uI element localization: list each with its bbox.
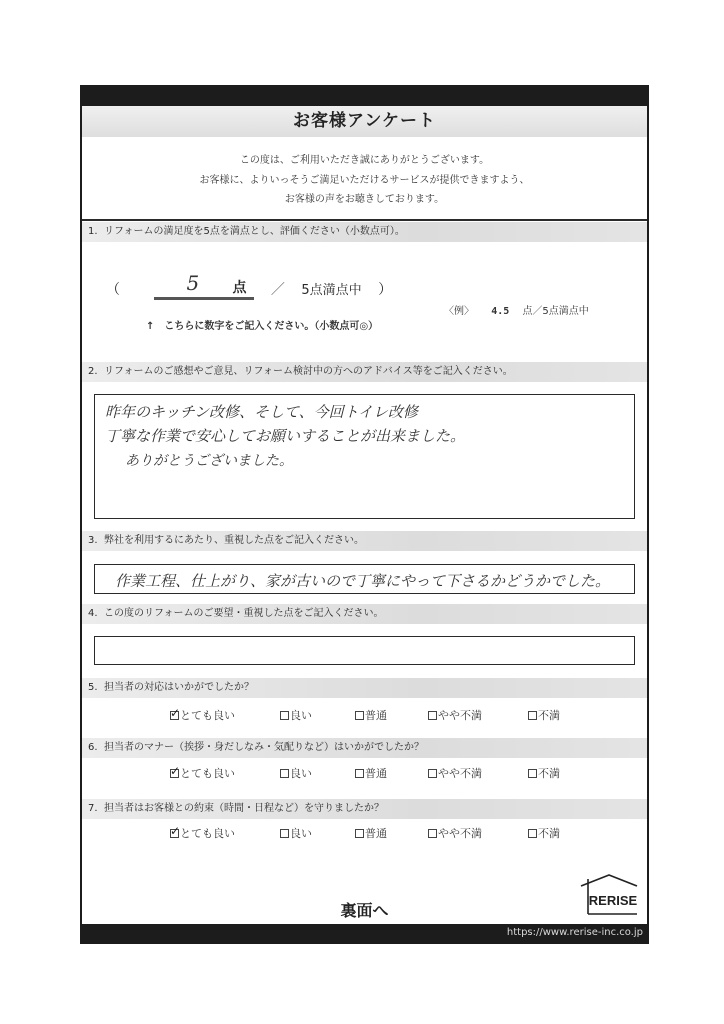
back-page-label: 裏面へ xyxy=(340,901,389,920)
q6-option-good[interactable]: 良い xyxy=(280,765,312,781)
question-2-header: 2. リフォームのご感想やご意見、リフォーム検討中の方へのアドバイス等をご記入ください。 xyxy=(82,362,647,382)
q6-option-very-good[interactable]: ✓とても良い xyxy=(170,765,235,781)
question-3-answer: 作業工程、仕上がり、家が古いので丁寧にやって下さるかどうかでした。 xyxy=(115,572,611,590)
score-input[interactable] xyxy=(154,271,254,300)
checkbox-icon[interactable] xyxy=(428,769,437,778)
answer-line-2: 丁寧な作業で安心してお願いすることが出来ました。 xyxy=(105,427,466,445)
score-note: ↑ こちらに数字をご記入ください。（小数点可◎） xyxy=(146,321,379,332)
question-4-label: この度のリフォームのご要望・重視した点をご記入ください。 xyxy=(104,608,384,619)
checkbox-icon[interactable] xyxy=(528,829,537,838)
q5-option-somewhat-dissatisfied[interactable]: やや不満 xyxy=(428,707,482,723)
score-row: （ 5 点 ／ 5点満点中 ） xyxy=(106,271,393,298)
question-1-label: リフォームの満足度を5点を満点とし、評価ください（小数点可）。 xyxy=(104,226,405,237)
rerise-logo xyxy=(579,873,639,915)
checkbox-checked-icon[interactable] xyxy=(170,829,179,838)
checkbox-icon[interactable] xyxy=(428,829,437,838)
q7-option-very-good[interactable]: ✓とても良い xyxy=(170,825,235,841)
score-example: 〈例〉 4.5 点／5点満点中 xyxy=(444,306,589,317)
checkbox-icon[interactable] xyxy=(355,769,364,778)
q7-option-good[interactable]: 良い xyxy=(280,825,312,841)
top-bar xyxy=(82,85,647,106)
q5-option-average[interactable]: 普通 xyxy=(355,707,387,723)
checkbox-icon[interactable] xyxy=(528,711,537,720)
question-5-header: 5. 担当者の対応はいかがでしたか？ xyxy=(82,678,647,698)
checkbox-icon[interactable] xyxy=(355,711,364,720)
question-6-label: 担当者のマナー（挨拶・身だしなみ・気配りなど）はいかがでしたか？ xyxy=(104,742,424,753)
q6-option-somewhat-dissatisfied[interactable]: やや不満 xyxy=(428,765,482,781)
question-3-answer-box[interactable] xyxy=(94,564,635,594)
footer-bar xyxy=(82,924,647,944)
website-url[interactable]: https://www.rerise-inc.co.jp xyxy=(506,927,643,938)
q7-option-dissatisfied[interactable]: 不満 xyxy=(528,825,560,841)
svg-text:RERISE: RERISE xyxy=(588,893,638,908)
checkbox-icon[interactable] xyxy=(355,829,364,838)
checkbox-icon[interactable] xyxy=(528,769,537,778)
question-2-answer-box[interactable] xyxy=(94,394,635,519)
q5-option-very-good[interactable]: ✓とても良い xyxy=(170,707,235,723)
question-5-label: 担当者の対応はいかがでしたか？ xyxy=(104,682,254,693)
score-unit: 点 xyxy=(232,280,247,296)
q7-option-average[interactable]: 普通 xyxy=(355,825,387,841)
score-value: 5 xyxy=(186,271,200,295)
q6-option-average[interactable]: 普通 xyxy=(355,765,387,781)
q5-option-dissatisfied[interactable]: 不満 xyxy=(528,707,560,723)
checkbox-checked-icon[interactable] xyxy=(170,711,179,720)
q7-option-somewhat-dissatisfied[interactable]: やや不満 xyxy=(428,825,482,841)
max-score-text: 5点満点中 xyxy=(301,283,362,298)
form-title: お客様アンケート xyxy=(82,106,647,137)
intro-line-3: お客様の声をお聴きしております。 xyxy=(284,194,445,205)
checkbox-icon[interactable] xyxy=(280,829,289,838)
checkbox-icon[interactable] xyxy=(428,711,437,720)
checkbox-icon[interactable] xyxy=(280,769,289,778)
house-icon xyxy=(579,873,639,915)
q5-option-good[interactable]: 良い xyxy=(280,707,312,723)
answer-line-3: ありがとうございました。 xyxy=(125,453,293,469)
checkbox-icon[interactable] xyxy=(280,711,289,720)
question-7-header: 7. 担当者はお客様との約束（時間・日程など）を守りましたか？ xyxy=(82,799,647,819)
question-6-header: 6. 担当者のマナー（挨拶・身だしなみ・気配りなど）はいかがでしたか？ xyxy=(82,738,647,758)
survey-form xyxy=(80,85,649,944)
question-3-label: 弊社を利用するにあたり、重視した点をご記入ください。 xyxy=(104,535,364,546)
intro-line-1: この度は、ご利用いただき誠にありがとうございます。 xyxy=(239,155,490,166)
question-4-header: 4. この度のリフォームのご要望・重視した点をご記入ください。 xyxy=(82,604,647,624)
question-7-label: 担当者はお客様との約束（時間・日程など）を守りましたか？ xyxy=(104,803,384,814)
question-1-header: 1. リフォームの満足度を5点を満点とし、評価ください（小数点可）。 xyxy=(82,222,647,242)
q6-option-dissatisfied[interactable]: 不満 xyxy=(528,765,560,781)
checkbox-checked-icon[interactable] xyxy=(170,769,179,778)
question-4-answer-box[interactable] xyxy=(94,636,635,665)
question-3-header: 3. 弊社を利用するにあたり、重視した点をご記入ください。 xyxy=(82,531,647,551)
question-2-label: リフォームのご感想やご意見、リフォーム検討中の方へのアドバイス等をご記入ください。 xyxy=(104,366,513,377)
intro-line-2: お客様に、よりいっそうご満足いただけるサービスが提供できますよう、 xyxy=(199,175,530,186)
section-divider xyxy=(82,219,647,221)
answer-line-1: 昨年のキッチン改修、そして、今回トイレ改修 xyxy=(105,403,418,421)
